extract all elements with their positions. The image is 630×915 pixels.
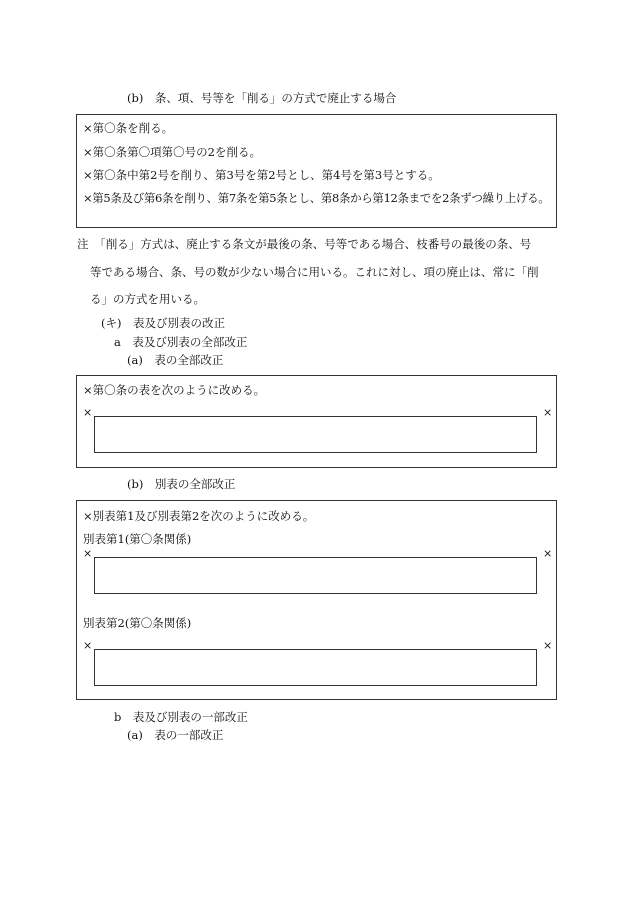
- note-line-2: 等である場合、条、号の数が少ない場合に用いる。これに対し、項の廃止は、常に「削: [90, 265, 539, 279]
- section-heading-b: (b) 条、項、号等を「削る」の方式で廃止する場合: [127, 91, 397, 105]
- example-line-4: ×第5条及び第6条を削り、第7条を第5条とし、第8条から第12条までを2条ずつ繰り上げる。: [83, 191, 550, 205]
- cross-mark-left: ×: [83, 406, 93, 419]
- subheading-b-1: (a) 表の一部改正: [127, 728, 224, 742]
- appendix-2-label: 別表第2(第〇条関係): [83, 616, 192, 630]
- cross-mark-right: ×: [543, 406, 553, 419]
- example-line-1: ×第〇条を削る。: [83, 121, 174, 135]
- subheading-b: b 表及び別表の一部改正: [114, 710, 248, 724]
- cross-mark-left: ×: [83, 547, 93, 560]
- table-placeholder: [94, 416, 537, 453]
- cross-mark-left: ×: [83, 639, 93, 652]
- example-box-table: [76, 375, 557, 468]
- box-table-line: ×第〇条の表を次のように改める。: [83, 383, 266, 397]
- example-line-3: ×第〇条中第2号を削り、第3号を第2号とし、第4号を第3号とする。: [83, 168, 440, 182]
- section-heading-ki: (キ) 表及び別表の改正: [101, 316, 225, 330]
- appendix-1-label: 別表第1(第〇条関係): [83, 532, 192, 546]
- box-appendix-line: ×別表第1及び別表第2を次のように改める。: [83, 509, 315, 523]
- cross-mark-right: ×: [543, 547, 553, 560]
- subheading-a-1: (a) 表の全部改正: [127, 353, 224, 367]
- appendix-2-table-placeholder: [94, 649, 537, 686]
- subheading-a: a 表及び別表の全部改正: [114, 335, 248, 349]
- cross-mark-right: ×: [543, 639, 553, 652]
- appendix-1-table-placeholder: [94, 557, 537, 594]
- subheading-a-2: (b) 別表の全部改正: [127, 477, 236, 491]
- note-line-1: 注 「削る」方式は、廃止する条文が最後の条、号等である場合、枝番号の最後の条、号: [77, 237, 532, 251]
- example-line-2: ×第〇条第〇項第〇号の2を削る。: [83, 145, 261, 159]
- example-box-delete: [76, 114, 557, 228]
- example-box-appendix: [76, 500, 557, 700]
- note-line-3: る」の方式を用いる。: [90, 292, 205, 306]
